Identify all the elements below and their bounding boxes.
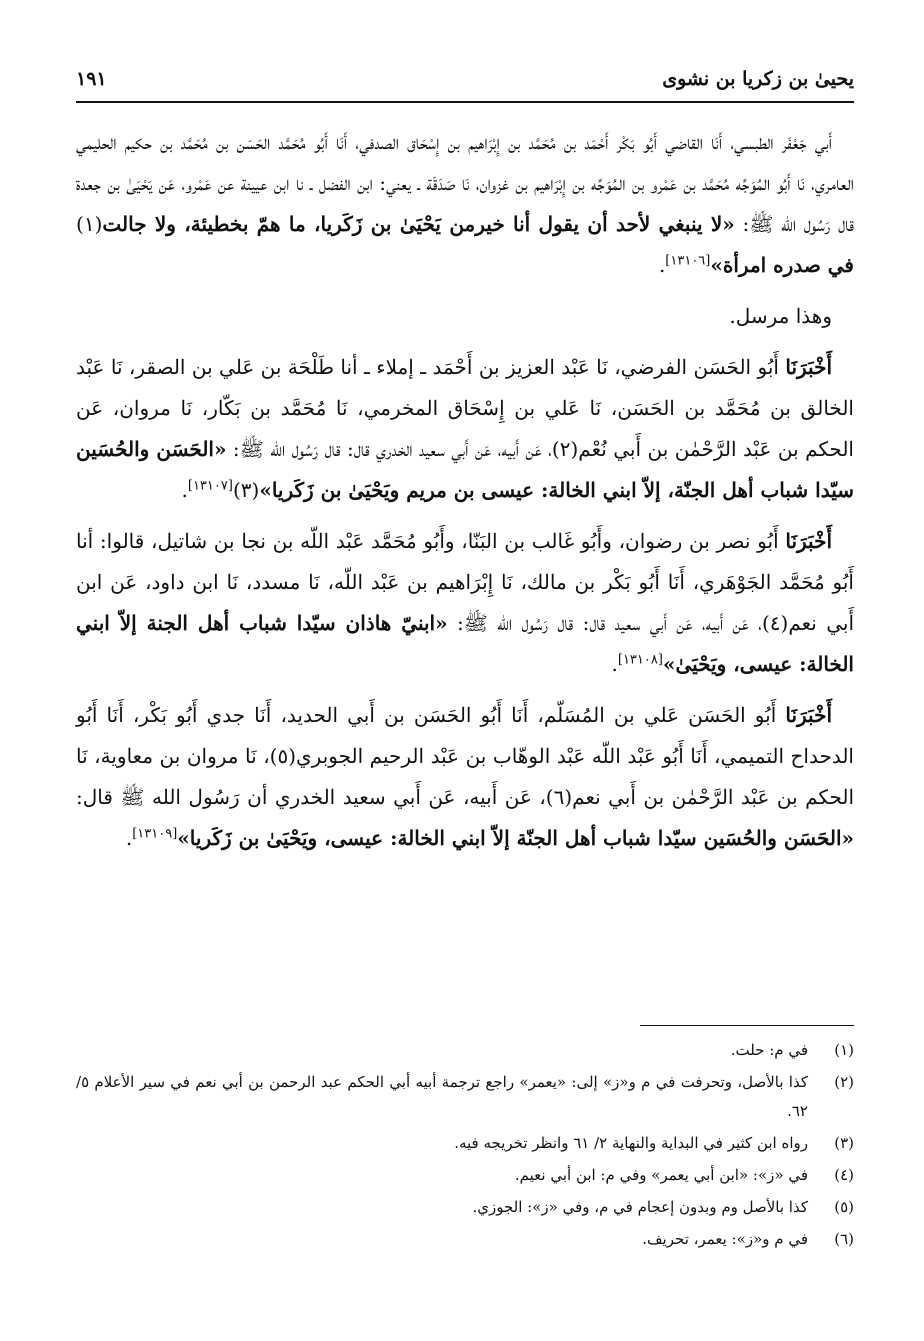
page-header (76, 62, 854, 96)
footnote-marker: (٣) (232, 478, 260, 502)
footnote-number: (٢) (834, 1073, 854, 1091)
paragraph-text: أَبُو نصر بن رضوان، وأَبُو غَالب بن البَنّا، وأَبُو مُحَمَّد عَبْد اللّه بن نجا بن شاتيل، قالوا: أنا أَبُو مُحَمَّد الجَوْهَري، أَنَا أَبُو بَكْر بن مالك، نَا إِبْرَاهيم بن عَبْد اللّه، نَا مسدد، نَا ابن داود، عَن ابن أَبي نعم(٤)، عَن أَبيه، عَن أَبي سعيد قال: قال رَسُول الله ﷺ: (76, 529, 854, 635)
footnote (76, 1161, 854, 1190)
hadith-text: «الحَسَن والحُسَين سيّدا شباب أهل الجنّة إلاّ ابني الخالة: عيسى، ويَحْيَىٰ بن زَكَريا» (177, 826, 854, 850)
footnote-text: في م و«ز»: يعمر، تحريف. (642, 1230, 808, 1248)
footnote-text: رواه ابن كثير في البداية والنهاية ٢/ ٦١ وانظر تخريجه فيه. (454, 1134, 808, 1152)
footnote (76, 1036, 854, 1065)
akhbarana-lead: أَخْبَرَنَا (785, 529, 833, 553)
hadith-number: [١٣١٠٩] (132, 826, 178, 842)
paragraph-2 (76, 296, 854, 337)
akhbarana-lead: أَخْبَرَنَا (785, 355, 832, 379)
footnote (76, 1193, 854, 1222)
footnote-number: (٥) (834, 1198, 854, 1216)
hadith-number: [١٣١٠٦] (665, 253, 711, 269)
paragraph-1: أَبي جَعْفَر الطبسي، أَنَا القاضي أَبُو بَكْر أَحْمَد بن مُحَمَّد بن إِبْرَاهيم بن إِسْحَاق الصدفي، أَنَا أَبُو مُحَمَّد الحَسَن بن مُحَمَّد بن حكيم الحليمي العامري، نَا أَبُو المُوَجِّه مُحَمَّد بن عَمْرو بن المُوَجِّه بن إِبْرَاهيم بن غزوان، نَا صَدَقَة ـ يعني: ابن الفضل ـ نا ابن عيينة عن عَمْرو، عَن يَحْيَىٰ بن جعدة قال رَسُول الله ﷺ: «لا ينبغي لأحد أن يقول أنا خيرمن يَحْيَىٰ بن زَكَريا، ما همّ بخطيئة، ولا جالت(١) في صدره امرأة»[١٣١٠٦]. (76, 130, 854, 277)
footnote-number: (٤) (834, 1166, 854, 1184)
hadith-text: «الحَسَن والحُسَين سيّدا شباب أهل الجنّة، إلاّ ابني الخالة: عيسى بن مريم ويَحْيَىٰ بن زَكَريا» (76, 437, 854, 502)
footnote-text: كذا بالأصل وم وبدون إعجام في م، وفي «ز»: الجوزي. (472, 1198, 808, 1216)
paragraph-text: أَبي جَعْفَر الطبسي، أَنَا القاضي أَبُو بَكْر أَحْمَد بن مُحَمَّد بن إِبْرَاهيم بن إِسْحَاق الصدفي، أَنَا أَبُو مُحَمَّد الحَسَن بن مُحَمَّد بن حكيم الحليمي العامري، نَا أَبُو المُوَجِّه مُحَمَّد بن عَمْرو بن المُوَجِّه بن إِبْرَاهيم بن غزوان، نَا صَدَقَة ـ يعني: ابن الفضل ـ نا ابن عيينة عن عَمْرو، عَن يَحْيَىٰ بن جعدة قال رَسُول الله ﷺ: (76, 130, 854, 236)
akhbarana-lead: أَخْبَرَنَا (785, 703, 832, 727)
footnote (76, 1129, 854, 1158)
footnote-divider (640, 1025, 854, 1026)
page-number: ١٩١ (76, 68, 107, 90)
footnote-number: (٦) (834, 1230, 854, 1248)
paragraph-3: أَخْبَرَنَا أَبُو الحَسَن الفرضي، نَا عَبْد العزيز بن أَحْمَد ـ إملاء ـ أنا طَلْحَة بن عَلي بن الصقر، نَا عَبْد الخالق بن مُحَمَّد بن الحَسَن، نَا عَلي بن إِسْحَاق المخرمي، نَا مُحَمَّد بن بَكّار، نَا مروان، عَن الحكم بن عَبْد الرَّحْمٰن بن أَبي نُعْم(٢)، عَن أَبيه، عَن أَبي سعيد الخدري قال: قال رَسُول الله ﷺ: «الحَسَن والحُسَين سيّدا شباب أهل الجنّة، إلاّ ابني الخالة: عيسى بن مريم ويَحْيَىٰ بن زَكَريا»(٣)[١٣١٠٧]. (76, 355, 854, 502)
paragraph-text: أَبُو الحَسَن الفرضي، نَا عَبْد العزيز بن أَحْمَد ـ إملاء ـ أنا طَلْحَة بن عَلي بن الصقر، نَا عَبْد الخالق بن مُحَمَّد بن الحَسَن، نَا عَلي بن إِسْحَاق المخرمي، نَا مُحَمَّد بن بَكّار، نَا مروان، عَن الحكم بن عَبْد الرَّحْمٰن بن أَبي نُعْم(٢)، عَن أَبيه، عَن أَبي سعيد الخدري قال: قال رَسُول الله ﷺ: (76, 355, 854, 461)
footnote (76, 1225, 854, 1254)
paragraph-4: أَخْبَرَنَا أَبُو نصر بن رضوان، وأَبُو غَالب بن البَنّا، وأَبُو مُحَمَّد عَبْد اللّه بن نجا بن شاتيل، قالوا: أنا أَبُو مُحَمَّد الجَوْهَري، أَنَا أَبُو بَكْر بن مالك، نَا إِبْرَاهيم بن عَبْد اللّه، نَا مسدد، نَا ابن داود، عَن ابن أَبي نعم(٤)، عَن أَبيه، عَن أَبي سعيد قال: قال رَسُول الله ﷺ: «ابنيّ هاذان سيّدا شباب أهل الجنة إلاّ ابني الخالة: عيسى، ويَحْيَىٰ»[١٣١٠٨]. (76, 529, 854, 676)
footnote-number: (٣) (834, 1134, 854, 1152)
paragraph-text: وهذا مرسل. (729, 304, 832, 328)
paragraph-5: أَخْبَرَنَا أَبُو الحَسَن عَلي بن المُسَلّم، أَنَا أَبُو الحَسَن بن أَبي الحديد، أَنَا جدي أَبُو بَكْر، أَنَا أَبُو الدحداح التميمي، أَنَا أَبُو عَبْد اللّه عَبْد الوهّاب بن عَبْد الرحيم الجوبري(٥)، نَا مروان بن معاوية، نَا الحكم بن عَبْد الرَّحْمٰن بن أَبي نعم(٦)، عَن أَبيه، عَن أَبي سعيد الخدري أن رَسُول الله ﷺ قال: «الحَسَن والحُسَين سيّدا شباب أهل الجنّة إلاّ ابني الخالة: عيسى، ويَحْيَىٰ بن زَكَريا»[١٣١٠٩]. (76, 703, 854, 850)
hadith-text: «لا ينبغي لأحد أن يقول أنا خيرمن يَحْيَىٰ بن زَكَريا، ما همّ بخطيئة، ولا جالت (102, 212, 735, 236)
footnote-text: في م: حلت. (730, 1041, 808, 1059)
running-title: يحيىٰ بن زكريا بن نشوى (662, 68, 854, 90)
footnote-number: (١) (834, 1041, 854, 1059)
footnotes (76, 1036, 854, 1257)
hadith-number: [١٣١٠٧] (187, 478, 233, 494)
footnote-text: كذا بالأصل، وتحرفت في م و«ز» إلى: «يعمر» راجع ترجمة أبيه أبي الحكم عبد الرحمن بن أبي نعم في سير الأعلام ٥/ ٦٢. (76, 1073, 808, 1120)
main-text (76, 122, 854, 869)
hadith-text: «ابنيّ هاذان سيّدا شباب أهل الجنة إلاّ ابني الخالة: عيسى، ويَحْيَىٰ» (76, 611, 854, 676)
footnote (76, 1068, 854, 1126)
header-divider (76, 101, 854, 103)
hadith-number: [١٣١٠٨] (617, 652, 663, 668)
paragraph-text: أَبُو الحَسَن عَلي بن المُسَلّم، أَنَا أَبُو الحَسَن بن أَبي الحديد، أَنَا جدي أَبُو بَكْر، أَنَا أَبُو الدحداح التميمي، أَنَا أَبُو عَبْد اللّه عَبْد الوهّاب بن عَبْد الرحيم الجوبري(٥)، نَا مروان بن معاوية، نَا الحكم بن عَبْد الرَّحْمٰن بن أَبي نعم(٦)، عَن أَبيه، عَن أَبي سعيد الخدري أن رَسُول الله ﷺ قال: (76, 703, 854, 809)
footnote-marker: (١) (76, 212, 103, 236)
footnote-text: في «ز»: «ابن أبي يعمر» وفي م: ابن أبي نعيم. (514, 1166, 808, 1184)
hadith-text-cont: في صدره امرأة» (710, 253, 854, 277)
